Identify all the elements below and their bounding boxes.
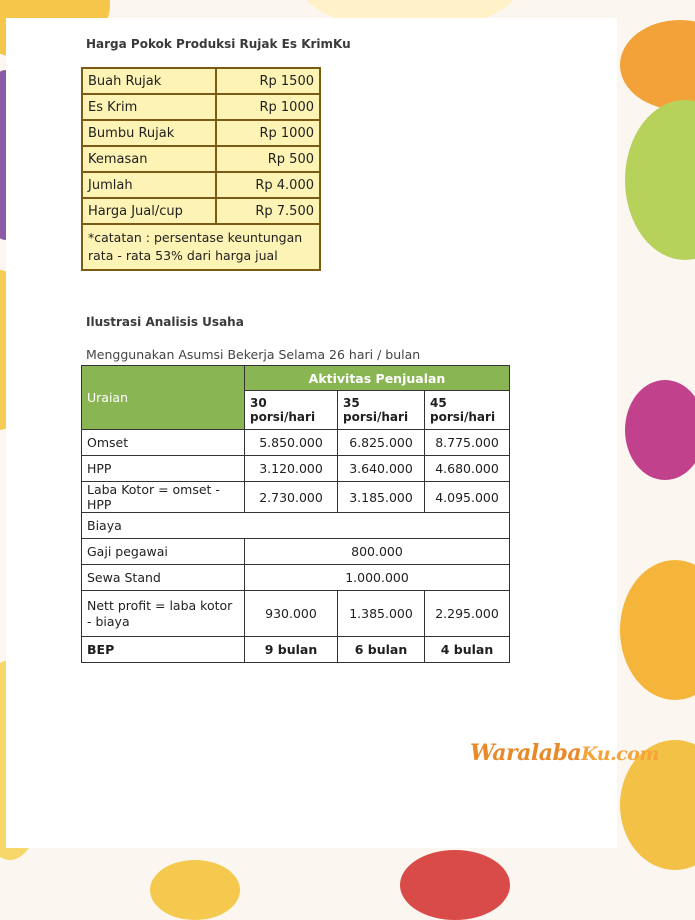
cell-value: 4 bulan — [425, 637, 510, 663]
cell-value: 3.185.000 — [338, 482, 425, 513]
cost-table — [81, 67, 321, 271]
row-label: BEP — [82, 637, 245, 663]
cost-label: Buah Rujak — [82, 68, 216, 94]
column-header: 35 porsi/hari — [338, 391, 425, 430]
cell-value: 1.000.000 — [245, 565, 510, 591]
logo-suffix-text: Ku.com — [581, 743, 660, 765]
fruit-decoration — [150, 860, 240, 920]
table-row — [82, 513, 510, 539]
cell-value: 2.730.000 — [245, 482, 338, 513]
cell-value: 930.000 — [245, 591, 338, 637]
fruit-decoration — [620, 20, 695, 110]
fruit-decoration — [625, 380, 695, 480]
cost-note: *catatan : persentase keuntungan rata - rata 53% dari harga jual — [82, 224, 320, 270]
row-label: Nett profit = laba kotor - biaya — [82, 591, 245, 637]
cell-value: 8.775.000 — [425, 430, 510, 456]
fruit-decoration — [625, 100, 695, 260]
header-activity: Aktivitas Penjualan — [245, 366, 510, 391]
row-label: Laba Kotor = omset - HPP — [82, 482, 245, 513]
table-row — [82, 430, 510, 456]
row-label: Biaya — [82, 513, 510, 539]
fruit-decoration — [620, 560, 695, 700]
cost-title: Harga Pokok Produksi Rujak Es KrimKu — [86, 37, 351, 51]
table-row — [82, 591, 510, 637]
cell-value: 4.680.000 — [425, 456, 510, 482]
table-row — [82, 637, 510, 663]
table-row — [82, 198, 320, 224]
cost-value: Rp 1500 — [216, 68, 320, 94]
table-row — [82, 68, 320, 94]
column-header: 30 porsi/hari — [245, 391, 338, 430]
table-row — [82, 482, 510, 513]
cell-value: 1.385.000 — [338, 591, 425, 637]
table-header-row — [82, 366, 510, 391]
logo-main-text: Waralaba — [470, 740, 582, 766]
table-row — [82, 565, 510, 591]
cost-label: Bumbu Rujak — [82, 120, 216, 146]
table-row — [82, 120, 320, 146]
analysis-title: Ilustrasi Analisis Usaha — [86, 315, 244, 329]
cost-value: Rp 1000 — [216, 120, 320, 146]
cell-value: 800.000 — [245, 539, 510, 565]
row-label: Omset — [82, 430, 245, 456]
table-row — [82, 94, 320, 120]
cell-value: 9 bulan — [245, 637, 338, 663]
cell-value: 6.825.000 — [338, 430, 425, 456]
header-uraian: Uraian — [82, 366, 245, 430]
cell-value: 5.850.000 — [245, 430, 338, 456]
row-label: Gaji pegawai — [82, 539, 245, 565]
cell-value: 3.120.000 — [245, 456, 338, 482]
table-row — [82, 539, 510, 565]
cell-value: 4.095.000 — [425, 482, 510, 513]
table-row — [82, 146, 320, 172]
cell-value: 6 bulan — [338, 637, 425, 663]
analysis-table — [81, 365, 510, 663]
cost-value: Rp 500 — [216, 146, 320, 172]
cost-label: Harga Jual/cup — [82, 198, 216, 224]
cost-value: Rp 1000 — [216, 94, 320, 120]
table-row — [82, 224, 320, 270]
table-row — [82, 172, 320, 198]
row-label: Sewa Stand — [82, 565, 245, 591]
table-row — [82, 456, 510, 482]
cell-value: 3.640.000 — [338, 456, 425, 482]
waralabaku-logo — [470, 740, 659, 766]
cell-value: 2.295.000 — [425, 591, 510, 637]
fruit-decoration — [400, 850, 510, 920]
row-label: HPP — [82, 456, 245, 482]
cost-value: Rp 4.000 — [216, 172, 320, 198]
cost-value: Rp 7.500 — [216, 198, 320, 224]
cost-label: Es Krim — [82, 94, 216, 120]
cost-label: Kemasan — [82, 146, 216, 172]
assumption-text: Menggunakan Asumsi Bekerja Selama 26 hari / bulan — [86, 347, 421, 362]
cost-label: Jumlah — [82, 172, 216, 198]
column-header: 45 porsi/hari — [425, 391, 510, 430]
